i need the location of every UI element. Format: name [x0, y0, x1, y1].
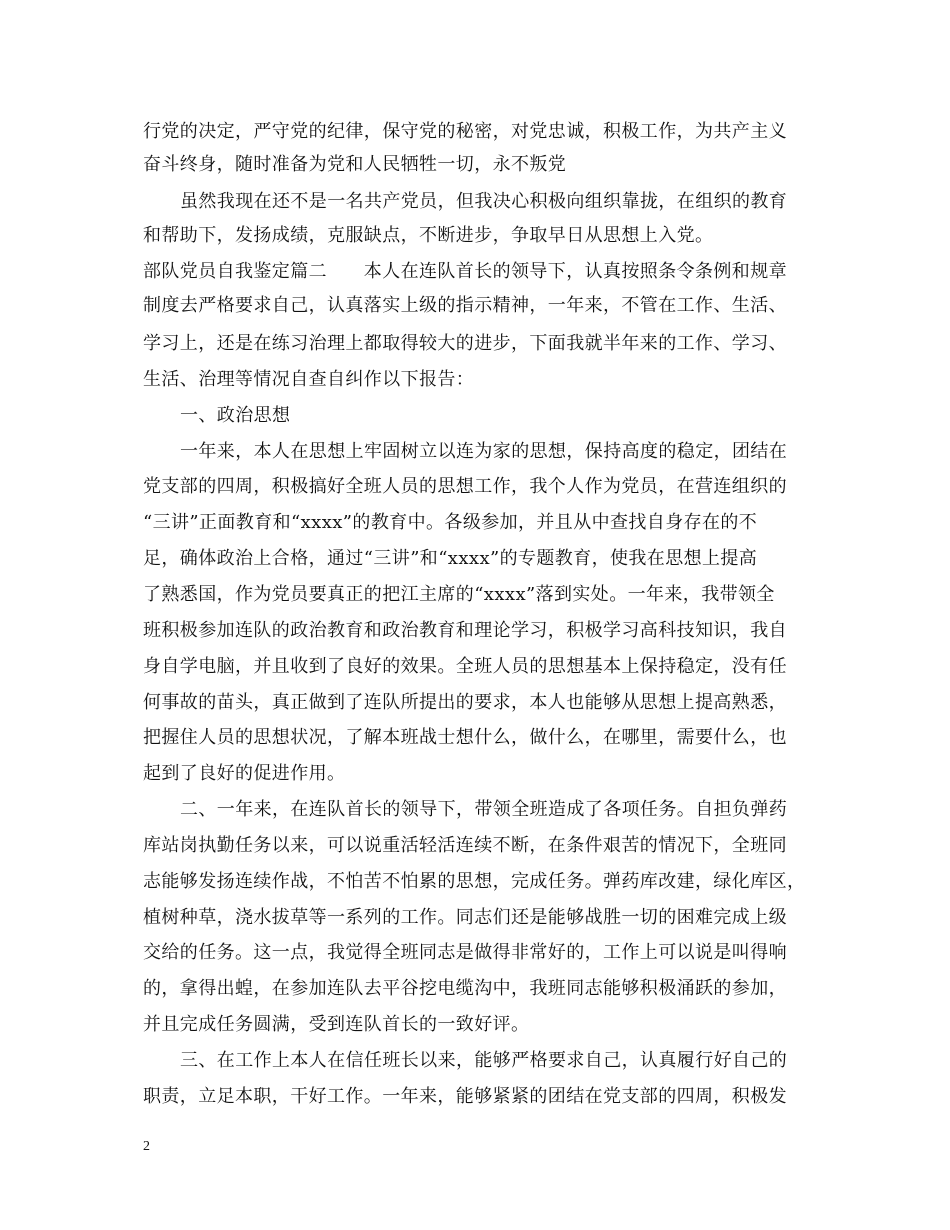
- text-line: 制度去严格要求自己，认真落实上级的指示精神，一年来，不管在工作、生活、: [143, 295, 787, 316]
- text-line: 志能够发扬连续作战，不怕苦不怕累的思想，完成任务。弹药库改建，绿化库区，: [143, 871, 806, 892]
- text-line: 职责，立足本职，干好工作。一年来，能够紧紧的团结在党支部的四周，积极发: [143, 1086, 787, 1107]
- text-line: 党支部的四周，积极搞好全班人员的思想工作，我个人作为党员，在营连组织的: [143, 476, 787, 497]
- text-line: 学习上，还是在练习治理上都取得较大的进步，下面我就半年来的工作、学习、: [143, 333, 787, 354]
- subheading: 一、政治思想: [180, 405, 291, 426]
- text-line: 并且完成任务圆满，受到连队首长的一致好评。: [143, 1014, 530, 1035]
- text-line: 了熟悉国，作为党员要真正的把江主席的“xxxx”落到实处。一年来，我带领全: [143, 584, 775, 605]
- text-line: 库站岗执勤任务以来，可以说重活轻活连续不断，在条件艰苦的情况下，全班同: [143, 835, 787, 856]
- text-line: 奋斗终身，随时准备为党和人民牺牲一切，永不叛党: [143, 154, 567, 175]
- text-line: 和帮助下，发扬成绩，克服缺点，不断进步，争取早日从思想上入党。: [143, 225, 714, 246]
- text-line: 何事故的苗头，真正做到了连队所提出的要求，本人也能够从思想上提高熟悉，: [143, 692, 787, 713]
- text-line: 生活、治理等情况自查自纠作以下报告：: [143, 369, 475, 390]
- text-line: 虽然我现在还不是一名共产党员，但我决心积极向组织靠拢，在组织的教育: [180, 191, 788, 212]
- text-line: 足，确体政治上合格，通过“三讲”和“xxxx”的专题教育，使我在思想上提高: [143, 548, 758, 569]
- text-line: “三讲”正面教育和“xxxx”的教育中。各级参加，并且从中查找自身存在的不: [143, 512, 758, 533]
- text-line: 三、在工作上本人在信任班长以来，能够严格要求自己，认真履行好自己的: [180, 1050, 788, 1071]
- text-line: 一年来，本人在思想上牢固树立以连为家的思想，保持高度的稳定，团结在: [180, 441, 788, 462]
- text-line: 身自学电脑，并且收到了良好的效果。全班人员的思想基本上保持稳定，没有任: [143, 656, 787, 677]
- page-number: 2: [143, 1139, 150, 1154]
- text-line: 班积极参加连队的政治教育和政治教育和理论学习，积极学习高科技知识，我自: [143, 620, 787, 641]
- text-line: 起到了良好的促进作用。: [143, 763, 346, 784]
- text-line: 的，拿得出蝗，在参加连队去平谷挖电缆沟中，我班同志能够积极涌跃的参加，: [143, 978, 787, 999]
- text-line: 把握住人员的思想状况，了解本班战士想什么，做什么，在哪里，需要什么，也: [143, 727, 787, 748]
- text-line: 植树种草，浇水拔草等一系列的工作。同志们还是能够战胜一切的困难完成上级: [143, 907, 787, 928]
- text-line: 交给的任务。这一点，我觉得全班同志是做得非常好的，工作上可以说是叫得响: [143, 942, 787, 963]
- section-heading-line: 部队党员自我鉴定篇二 本人在连队首长的领导下，认真按照条令条例和规章: [143, 261, 787, 282]
- text-line: 行党的决定，严守党的纪律，保守党的秘密，对党忠诚，积极工作，为共产主义: [143, 121, 787, 142]
- text-line: 二、一年来，在连队首长的领导下，带领全班造成了各项任务。自担负弹药: [180, 799, 788, 820]
